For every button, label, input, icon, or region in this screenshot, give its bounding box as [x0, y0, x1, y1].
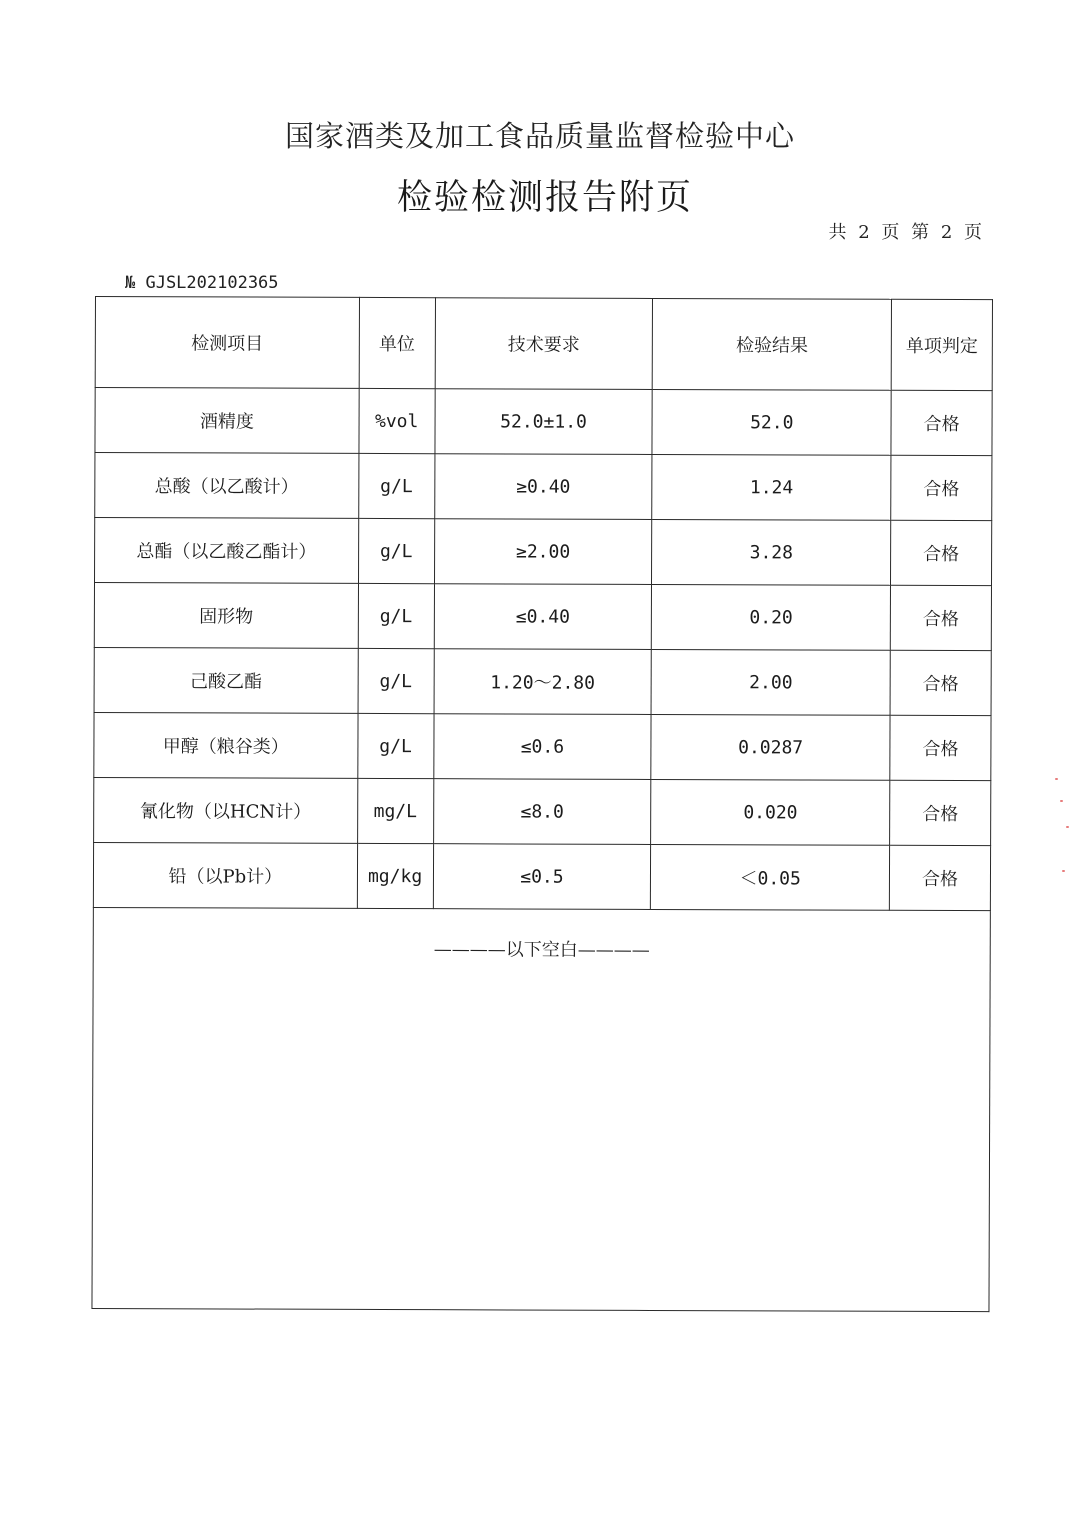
cell-result: 0.20 — [652, 584, 891, 650]
table-header-row — [95, 297, 992, 391]
cell-item: 氰化物（以HCN计） — [94, 777, 358, 843]
table-row — [95, 453, 992, 521]
table-row — [94, 712, 991, 780]
test-results-table — [91, 296, 993, 1312]
cell-verdict: 合格 — [890, 780, 991, 845]
page-indicator: 共 2 页 第 2 页 — [828, 222, 985, 243]
cell-unit: g/L — [357, 713, 433, 778]
cell-result: 0.020 — [651, 779, 890, 845]
cell-unit: %vol — [359, 388, 435, 453]
cell-result: 52.0 — [652, 389, 891, 455]
cell-unit: g/L — [358, 453, 434, 518]
header-unit: 单位 — [359, 297, 435, 388]
blank-row — [92, 907, 990, 1311]
cell-item: 总酯（以乙酸乙酯计） — [94, 518, 358, 584]
cell-item: 酒精度 — [95, 388, 359, 454]
cell-item: 己酸乙酯 — [94, 647, 358, 713]
cell-verdict: 合格 — [890, 650, 991, 715]
header-result: 检验结果 — [653, 298, 892, 390]
cell-result: ＜0.05 — [651, 844, 890, 910]
cell-item: 固形物 — [94, 583, 358, 649]
cell-unit: mg/kg — [357, 843, 433, 908]
cell-item: 总酸（以乙酸计） — [95, 453, 359, 519]
cell-unit: g/L — [358, 583, 434, 648]
header-test-item: 检测项目 — [95, 297, 359, 389]
table-row — [94, 583, 991, 651]
cell-item: 铅（以Pb计） — [93, 842, 357, 908]
scan-speck — [1060, 800, 1063, 802]
organization-name: 国家酒类及加工食品质量监督检验中心 — [284, 119, 795, 153]
table-row — [94, 777, 991, 845]
cell-requirement: 52.0±1.0 — [435, 389, 653, 455]
header-requirement: 技术要求 — [435, 298, 653, 390]
blank-below-note: ————以下空白———— — [433, 939, 650, 961]
cell-requirement: ≤0.6 — [433, 714, 651, 780]
table-row — [94, 518, 991, 586]
cell-unit: g/L — [358, 648, 434, 713]
cell-result: 1.24 — [652, 454, 891, 520]
cell-verdict: 合格 — [890, 715, 991, 780]
cell-result: 2.00 — [651, 649, 890, 715]
report-number: № GJSL202102365 — [125, 273, 279, 293]
cell-requirement: ≥0.40 — [434, 454, 652, 520]
cell-unit: mg/L — [357, 778, 433, 843]
cell-verdict: 合格 — [889, 845, 990, 910]
cell-unit: g/L — [358, 518, 434, 583]
cell-requirement: ≤0.40 — [434, 584, 652, 650]
scan-speck — [1066, 826, 1069, 828]
cell-result: 0.0287 — [651, 714, 890, 780]
cell-verdict: 合格 — [891, 520, 992, 585]
header-verdict: 单项判定 — [891, 299, 992, 390]
cell-result: 3.28 — [652, 519, 891, 585]
table-row — [93, 842, 990, 910]
cell-requirement: ≤0.5 — [433, 844, 651, 910]
scan-speck — [1062, 870, 1065, 872]
cell-requirement: ≤8.0 — [433, 779, 651, 845]
blank-area — [92, 907, 990, 1311]
cell-requirement: 1.20～2.80 — [434, 649, 652, 715]
document-title: 检验检测报告附页 — [396, 178, 693, 218]
scan-speck — [1055, 778, 1058, 780]
cell-item: 甲醇（粮谷类） — [94, 712, 358, 778]
table-row — [94, 647, 991, 715]
cell-verdict: 合格 — [891, 455, 992, 520]
cell-verdict: 合格 — [890, 585, 991, 650]
cell-requirement: ≥2.00 — [434, 519, 652, 585]
cell-verdict: 合格 — [891, 390, 992, 455]
table-row — [95, 388, 992, 456]
